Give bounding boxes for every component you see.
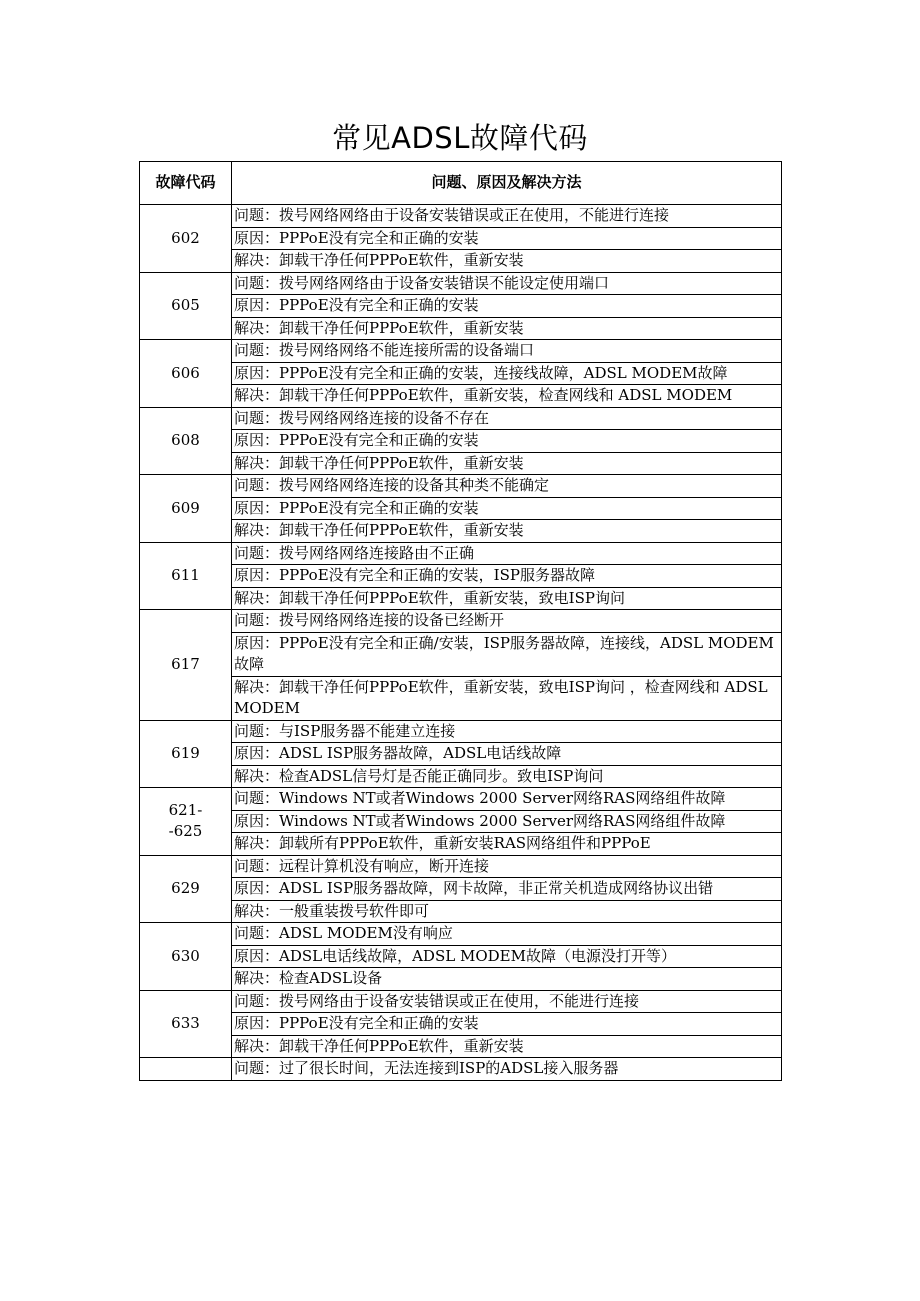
table-row	[140, 205, 782, 228]
table-row	[140, 990, 782, 1013]
table-row	[140, 810, 782, 833]
table-row	[140, 632, 782, 676]
fault-detail-cell: 原因：PPPoE没有完全和正确的安装	[232, 430, 782, 453]
table-row	[140, 407, 782, 430]
fault-detail-cell: 问题：拨号网络网络不能连接所需的设备端口	[232, 340, 782, 363]
fault-detail-cell: 解决：卸载干净任何PPPoE软件，重新安装，检查网线和 ADSL MODEM	[232, 385, 782, 408]
table-row	[140, 362, 782, 385]
fault-detail-cell: 原因：ADSL电话线故障，ADSL MODEM故障（电源没打开等）	[232, 945, 782, 968]
table-row	[140, 340, 782, 363]
fault-code-cell: 621- -625	[140, 788, 232, 856]
header-desc: 问题、原因及解决方法	[232, 162, 782, 205]
fault-detail-cell: 解决：卸载干净任何PPPoE软件，重新安装，致电ISP询问 ，检查网线和 ADSL MODEM	[232, 676, 782, 720]
fault-detail-cell: 问题：拨号网络网络由于设备安装错误不能设定使用端口	[232, 272, 782, 295]
table-row	[140, 587, 782, 610]
table-row	[140, 295, 782, 318]
fault-detail-cell: 问题：拨号网络网络连接的设备其种类不能确定	[232, 475, 782, 498]
fault-detail-cell: 问题：拨号网络网络连接的设备不存在	[232, 407, 782, 430]
fault-code-cell: 608	[140, 407, 232, 475]
table-row	[140, 250, 782, 273]
table-row	[140, 945, 782, 968]
fault-detail-cell: 解决：检查ADSL信号灯是否能正确同步。致电ISP询问	[232, 765, 782, 788]
fault-detail-cell: 问题：拨号网络由于设备安装错误或正在使用，不能进行连接	[232, 990, 782, 1013]
fault-code-cell: 630	[140, 923, 232, 991]
table-row	[140, 542, 782, 565]
table-row	[140, 452, 782, 475]
fault-detail-cell: 原因：PPPoE没有完全和正确的安装	[232, 295, 782, 318]
table-row	[140, 676, 782, 720]
fault-detail-cell: 解决：卸载干净任何PPPoE软件，重新安装，致电ISP询问	[232, 587, 782, 610]
fault-code-cell: 609	[140, 475, 232, 543]
fault-detail-cell: 原因：PPPoE没有完全和正确的安装，ISP服务器故障	[232, 565, 782, 588]
fault-detail-cell: 解决：卸载干净任何PPPoE软件，重新安装	[232, 1035, 782, 1058]
fault-detail-cell: 原因：ADSL ISP服务器故障，ADSL电话线故障	[232, 743, 782, 766]
fault-detail-cell: 解决：卸载干净任何PPPoE软件，重新安装	[232, 317, 782, 340]
fault-detail-cell: 问题：与ISP服务器不能建立连接	[232, 720, 782, 743]
table-row	[140, 788, 782, 811]
table-row	[140, 833, 782, 856]
table-row	[140, 720, 782, 743]
table-header-row	[140, 162, 782, 205]
fault-code-cell: 633	[140, 990, 232, 1058]
fault-detail-cell: 问题：ADSL MODEM没有响应	[232, 923, 782, 946]
table-row	[140, 565, 782, 588]
table-row	[140, 765, 782, 788]
table-row	[140, 610, 782, 633]
fault-detail-cell: 解决：卸载干净任何PPPoE软件，重新安装	[232, 520, 782, 543]
table-row	[140, 1035, 782, 1058]
fault-code-cell: 617	[140, 610, 232, 721]
table-row	[140, 900, 782, 923]
fault-detail-cell: 原因：PPPoE没有完全和正确/安装，ISP服务器故障，连接线，ADSL MODEM故障	[232, 632, 782, 676]
table-row	[140, 968, 782, 991]
fault-detail-cell: 解决：卸载所有PPPoE软件，重新安装RAS网络组件和PPPoE	[232, 833, 782, 856]
table-row	[140, 855, 782, 878]
fault-detail-cell: 原因：PPPoE没有完全和正确的安装	[232, 227, 782, 250]
table-row	[140, 743, 782, 766]
fault-code-cell: 605	[140, 272, 232, 340]
fault-detail-cell: 解决：检查ADSL设备	[232, 968, 782, 991]
table-row	[140, 475, 782, 498]
fault-detail-cell: 问题：拨号网络网络连接的设备已经断开	[232, 610, 782, 633]
fault-code-cell: 611	[140, 542, 232, 610]
page-title: 常见ADSL故障代码	[332, 121, 588, 155]
fault-detail-cell: 原因：Windows NT或者Windows 2000 Server网络RAS网络组件故障	[232, 810, 782, 833]
table-row	[140, 923, 782, 946]
table-row	[140, 878, 782, 901]
table-row	[140, 497, 782, 520]
table-row	[140, 520, 782, 543]
table-row	[140, 272, 782, 295]
fault-code-cell: 629	[140, 855, 232, 923]
fault-code-table	[139, 161, 782, 1081]
fault-detail-cell: 解决：卸载干净任何PPPoE软件，重新安装	[232, 250, 782, 273]
fault-code-cell	[140, 1058, 232, 1081]
table-row	[140, 1013, 782, 1036]
fault-code-cell: 602	[140, 205, 232, 273]
fault-detail-cell: 问题：Windows NT或者Windows 2000 Server网络RAS网络组件故障	[232, 788, 782, 811]
fault-detail-cell: 原因：PPPoE没有完全和正确的安装，连接线故障，ADSL MODEM故障	[232, 362, 782, 385]
table-row	[140, 385, 782, 408]
fault-detail-cell: 问题：远程计算机没有响应，断开连接	[232, 855, 782, 878]
fault-detail-cell: 原因：ADSL ISP服务器故障，网卡故障，非正常关机造成网络协议出错	[232, 878, 782, 901]
table-row	[140, 1058, 782, 1081]
fault-code-cell: 606	[140, 340, 232, 408]
fault-detail-cell: 解决：一般重装拨号软件即可	[232, 900, 782, 923]
table-body	[140, 205, 782, 1081]
table-row	[140, 430, 782, 453]
fault-detail-cell: 原因：PPPoE没有完全和正确的安装	[232, 1013, 782, 1036]
header-code: 故障代码	[140, 162, 232, 205]
fault-detail-cell: 原因：PPPoE没有完全和正确的安装	[232, 497, 782, 520]
fault-detail-cell: 问题：拨号网络网络由于设备安装错误或正在使用，不能进行连接	[232, 205, 782, 228]
table-row	[140, 317, 782, 340]
fault-code-cell: 619	[140, 720, 232, 788]
fault-detail-cell: 解决：卸载干净任何PPPoE软件，重新安装	[232, 452, 782, 475]
table-row	[140, 227, 782, 250]
fault-detail-cell: 问题：过了很长时间，无法连接到ISP的ADSL接入服务器	[232, 1058, 782, 1081]
fault-detail-cell: 问题：拨号网络网络连接路由不正确	[232, 542, 782, 565]
